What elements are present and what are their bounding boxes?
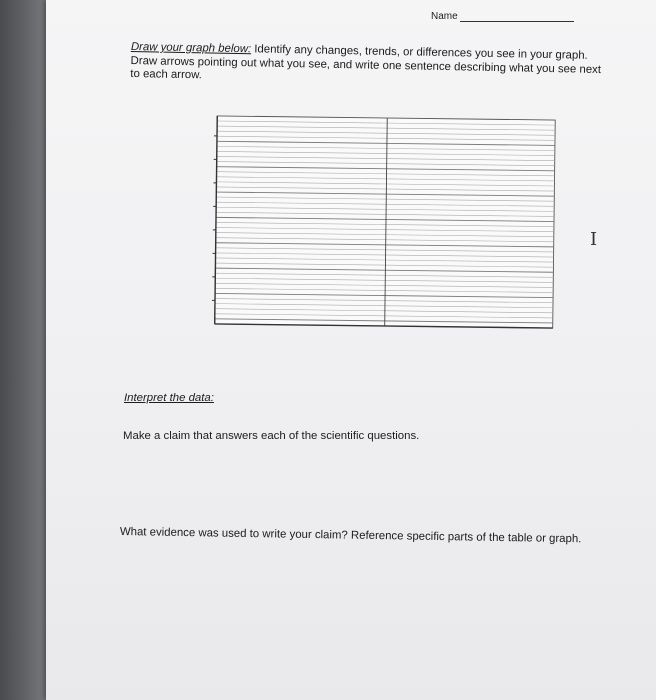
interpret-heading: Interpret the data: [124, 392, 214, 404]
name-label: Name [431, 11, 458, 22]
name-blank-line [460, 11, 574, 22]
worksheet-page [46, 0, 656, 700]
name-field [431, 11, 574, 22]
text-cursor-icon: I [590, 229, 598, 250]
claim-prompt: Make a claim that answers each of the scientific questions. [123, 430, 420, 442]
instructions-text: Identify any changes, trends, or differences you see in your graph. Draw arrows pointing out what you see, and write one sentence describing what you see next to each arrow. [130, 43, 602, 82]
screen-bezel [0, 0, 48, 700]
graph-grid [206, 110, 566, 340]
instructions-lead: Draw your graph below: [130, 41, 252, 56]
evidence-prompt: What evidence was used to write your claim? Reference specific parts of the table or graph. [119, 526, 582, 546]
graph-instructions [130, 41, 611, 91]
